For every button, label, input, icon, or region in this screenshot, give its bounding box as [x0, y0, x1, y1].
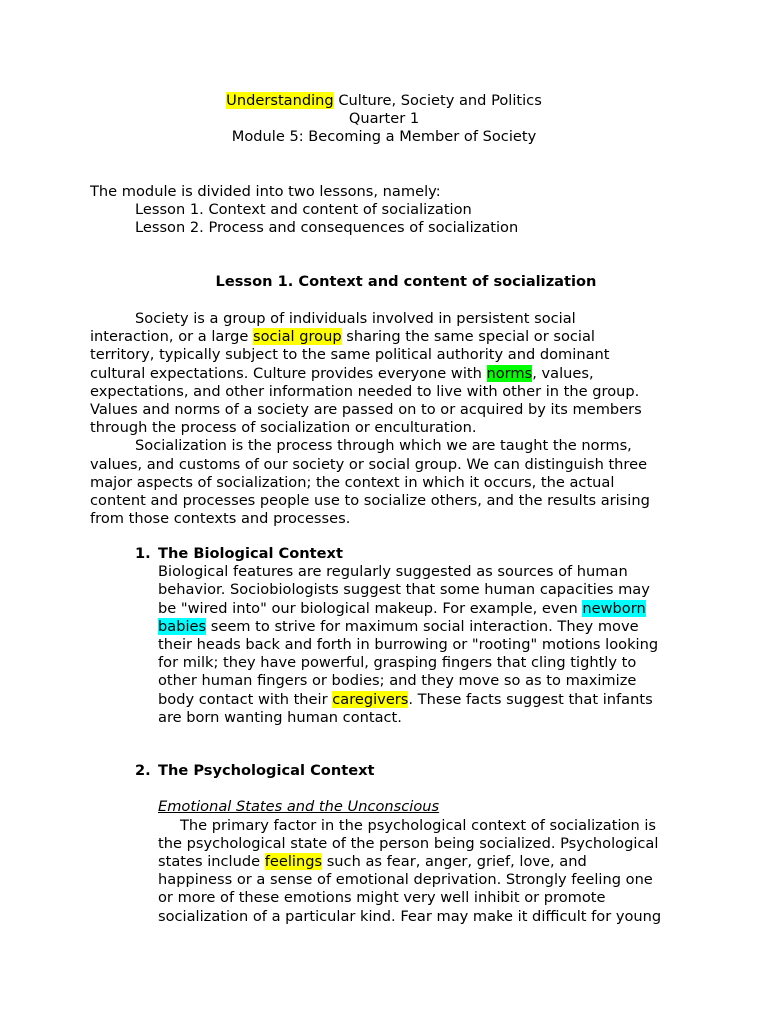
section-heading [135, 762, 695, 780]
text-run: states include [158, 853, 265, 870]
paragraph-line [90, 365, 690, 383]
paragraph-line: through the process of socialization or enculturation. [90, 419, 477, 437]
subsection-heading: Emotional States and the Unconscious [158, 798, 440, 816]
section-title: The Psychological Context [158, 762, 375, 779]
text-run: be "wired into" our biological makeup. For example, even [158, 599, 583, 617]
paragraph-line: or more of these emotions might very well inhibit or promote [158, 889, 606, 907]
paragraph-line: expectations, and other information needed to live with other in the group. [90, 382, 640, 400]
text-run: . These facts suggest that infants [408, 690, 653, 708]
text-run: cultural expectations. Culture provides everyone with [90, 364, 487, 382]
quarter-label: Quarter 1 [348, 110, 420, 128]
paragraph-line: major aspects of socialization; the context in which it occurs, the actual [90, 473, 615, 491]
highlighted-word: Understanding [226, 92, 334, 109]
paragraph-line [158, 691, 695, 709]
lesson-list-item: Lesson 1. Context and content of socialization [135, 201, 472, 219]
paragraph-line: content and processes people use to socialize others, and the results arising [90, 492, 650, 510]
text-run: , values, [532, 364, 594, 382]
highlighted-word: newborn [582, 599, 646, 617]
paragraph-line [158, 618, 695, 636]
title-text: Culture, Society and Politics [333, 92, 542, 109]
paragraph-line: happiness or a sense of emotional deprivation. Strongly feeling one [158, 871, 653, 889]
text-run: such as fear, anger, grief, love, and [322, 853, 587, 870]
section-psychological-context [135, 762, 695, 926]
paragraph-line: socialization of a particular kind. Fear may make it difficult for young [158, 907, 662, 925]
section-body [135, 563, 695, 727]
document-title [0, 92, 768, 110]
lesson-body [90, 310, 690, 528]
section-body [135, 817, 695, 926]
section-title: The Biological Context [158, 545, 343, 562]
highlighted-word: social group [252, 328, 342, 346]
section-number: 2. [135, 762, 151, 779]
paragraph-line: are born wanting human contact. [158, 708, 402, 726]
paragraph-line: for milk; they have powerful, grasping fingers that cling tightly to [158, 654, 637, 672]
intro-paragraph [90, 183, 690, 238]
blank-line [135, 780, 695, 798]
paragraph-line [158, 600, 695, 618]
text-run: sharing the same special or social [341, 328, 595, 346]
lesson-heading: Lesson 1. Context and content of socialization [215, 273, 597, 290]
text-run: interaction, or a large [90, 328, 253, 346]
text-run: seem to strive for maximum social interaction. They move [206, 617, 639, 635]
highlighted-word: feelings [264, 853, 323, 870]
paragraph-line: territory, typically subject to the same political authority and dominant [90, 346, 610, 364]
text-run: body contact with their [158, 690, 333, 708]
paragraph-line: Society is a group of individuals involved in persistent social [135, 310, 576, 327]
document-title-block [0, 92, 768, 147]
section-biological-context [135, 545, 695, 727]
paragraph-line: their heads back and forth in burrowing or "rooting" motions looking [158, 636, 659, 654]
paragraph-line: behavior. Sociobiologists suggest that some human capacities may [158, 581, 650, 599]
paragraph-line: Biological features are regularly suggested as sources of human [158, 563, 628, 581]
lesson-list-item: Lesson 2. Process and consequences of socialization [135, 219, 519, 237]
paragraph-line: other human fingers or bodies; and they move so as to maximize [158, 672, 637, 690]
paragraph-line: Values and norms of a society are passed on to or acquired by its members [90, 401, 642, 419]
module-title: Module 5: Becoming a Member of Society [231, 128, 537, 146]
highlighted-word: norms [486, 364, 533, 382]
highlighted-word: caregivers [332, 690, 409, 708]
section-heading [135, 545, 695, 563]
paragraph-line: from those contexts and processes. [90, 510, 351, 528]
paragraph-line [90, 328, 690, 346]
paragraph-line: values, and customs of our society or social group. We can distinguish three [90, 455, 648, 473]
paragraph-line: The primary factor in the psychological context of socialization is [180, 816, 656, 834]
paragraph-line: Socialization is the process through which we are taught the norms, [135, 437, 632, 455]
intro-text: The module is divided into two lessons, namely: [90, 183, 441, 200]
highlighted-word: babies [158, 617, 207, 635]
section-number: 1. [135, 545, 151, 562]
paragraph-line [158, 853, 695, 871]
paragraph-line: the psychological state of the person being socialized. Psychological [158, 834, 659, 852]
